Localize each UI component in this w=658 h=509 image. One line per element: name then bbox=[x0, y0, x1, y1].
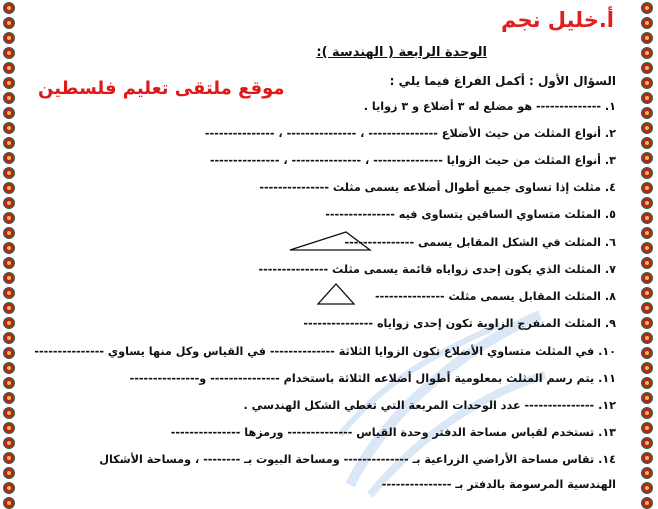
border-ornament bbox=[641, 272, 653, 284]
border-ornament bbox=[3, 77, 15, 89]
border-ornament bbox=[3, 2, 15, 14]
border-ornament bbox=[3, 32, 15, 44]
border-ornament bbox=[641, 407, 653, 419]
border-ornament bbox=[641, 452, 653, 464]
border-ornament bbox=[641, 332, 653, 344]
border-ornament bbox=[641, 377, 653, 389]
border-ornament bbox=[3, 17, 15, 29]
border-ornament bbox=[641, 467, 653, 479]
border-ornament bbox=[641, 47, 653, 59]
question-title: السؤال الأول : أكمل الفراغ فيما يلي : bbox=[389, 74, 616, 88]
border-ornament bbox=[3, 392, 15, 404]
scalene-triangle-figure bbox=[288, 230, 372, 252]
equilateral-triangle-figure bbox=[316, 282, 356, 306]
border-ornament bbox=[641, 167, 653, 179]
question-item-9: ٩. المثلث المنفرج الزاوية تكون إحدى زواياه --------------- bbox=[303, 317, 616, 330]
decorative-border-right bbox=[638, 0, 658, 500]
border-ornament bbox=[641, 497, 653, 509]
question-item-7: ٧. المثلث الذي يكون إحدى زواياه قائمة يسمى مثلث --------------- bbox=[258, 263, 616, 276]
border-ornament bbox=[3, 287, 15, 299]
question-item-11: ١١. يتم رسم المثلث بمعلومية أطوال أضلاعه الثلاثة باستخدام --------------- و--------------- bbox=[129, 372, 616, 385]
border-ornament bbox=[3, 152, 15, 164]
border-ornament bbox=[641, 62, 653, 74]
question-item-14: ١٤. تقاس مساحة الأراضي الزراعية بـ -------------- ومساحة البيوت بـ -------- ، ومساحة الأشكال bbox=[99, 453, 616, 466]
border-ornament bbox=[641, 422, 653, 434]
border-ornament bbox=[3, 197, 15, 209]
border-ornament bbox=[3, 212, 15, 224]
border-ornament bbox=[3, 92, 15, 104]
border-ornament bbox=[3, 302, 15, 314]
border-ornament bbox=[3, 257, 15, 269]
author-name: أ.خليل نجم bbox=[501, 8, 614, 32]
border-ornament bbox=[3, 317, 15, 329]
border-ornament bbox=[3, 137, 15, 149]
border-ornament bbox=[3, 407, 15, 419]
border-ornament bbox=[3, 467, 15, 479]
question-item-14-continued: الهندسية المرسومة بالدفتر بـ --------------- bbox=[381, 478, 616, 491]
border-ornament bbox=[641, 197, 653, 209]
question-item-1: ١. -------------- هو مضلع له ٣ أضلاع و ٣ زوايا . bbox=[363, 100, 616, 113]
border-ornament bbox=[641, 152, 653, 164]
border-ornament bbox=[641, 437, 653, 449]
border-ornament bbox=[3, 182, 15, 194]
border-ornament bbox=[641, 92, 653, 104]
border-ornament bbox=[641, 212, 653, 224]
border-ornament bbox=[3, 227, 15, 239]
border-ornament bbox=[3, 437, 15, 449]
border-ornament bbox=[641, 482, 653, 494]
border-ornament bbox=[3, 167, 15, 179]
border-ornament bbox=[3, 242, 15, 254]
border-ornament bbox=[641, 122, 653, 134]
border-ornament bbox=[641, 77, 653, 89]
border-ornament bbox=[641, 392, 653, 404]
border-ornament bbox=[641, 32, 653, 44]
border-ornament bbox=[641, 137, 653, 149]
question-item-10: ١٠. في المثلث متساوي الأضلاع تكون الزوايا الثلاثة -------------- في القياس وكل منها يساوي --------------- bbox=[34, 345, 616, 358]
border-ornament bbox=[641, 287, 653, 299]
question-item-5: ٥. المثلث متساوي الساقين يتساوى فيه --------------- bbox=[325, 208, 616, 221]
decorative-border-left bbox=[0, 0, 20, 500]
question-item-8: ٨. المثلث المقابل يسمى مثلث --------------- bbox=[374, 290, 616, 303]
border-ornament bbox=[3, 62, 15, 74]
question-item-4: ٤. مثلث إذا تساوى جميع أطوال أضلاعه يسمى مثلث --------------- bbox=[259, 181, 616, 194]
border-ornament bbox=[641, 242, 653, 254]
border-ornament bbox=[641, 362, 653, 374]
border-ornament bbox=[3, 452, 15, 464]
border-ornament bbox=[641, 17, 653, 29]
border-ornament bbox=[3, 497, 15, 509]
border-ornament bbox=[3, 272, 15, 284]
border-ornament bbox=[3, 482, 15, 494]
border-ornament bbox=[3, 422, 15, 434]
unit-title: الوحدة الرابعة ( الهندسة ): bbox=[316, 45, 487, 60]
border-ornament bbox=[641, 182, 653, 194]
border-ornament bbox=[3, 107, 15, 119]
question-item-3: ٣. أنواع المثلث من حيث الزوايا --------------- ، --------------- ، --------------- bbox=[209, 154, 616, 167]
question-item-2: ٢. أنواع المثلث من حيث الأضلاع --------------- ، --------------- ، --------------- bbox=[204, 127, 616, 140]
border-ornament bbox=[641, 317, 653, 329]
site-label: موقع ملتقى تعليم فلسطين bbox=[38, 78, 285, 99]
question-item-6: ٦. المثلث في الشكل المقابل يسمى --------------- bbox=[344, 236, 616, 249]
border-ornament bbox=[641, 257, 653, 269]
border-ornament bbox=[641, 227, 653, 239]
border-ornament bbox=[3, 332, 15, 344]
border-ornament bbox=[3, 347, 15, 359]
border-ornament bbox=[3, 122, 15, 134]
border-ornament bbox=[641, 107, 653, 119]
border-ornament bbox=[641, 2, 653, 14]
border-ornament bbox=[3, 377, 15, 389]
border-ornament bbox=[3, 47, 15, 59]
border-ornament bbox=[3, 362, 15, 374]
border-ornament bbox=[641, 302, 653, 314]
question-item-13: ١٣. تستخدم لقياس مساحة الدفتر وحدة القياس -------------- ورمزها --------------- bbox=[170, 426, 616, 439]
question-item-12: ١٢. --------------- عدد الوحدات المربعة التي تغطي الشكل الهندسي . bbox=[243, 399, 616, 412]
border-ornament bbox=[641, 347, 653, 359]
